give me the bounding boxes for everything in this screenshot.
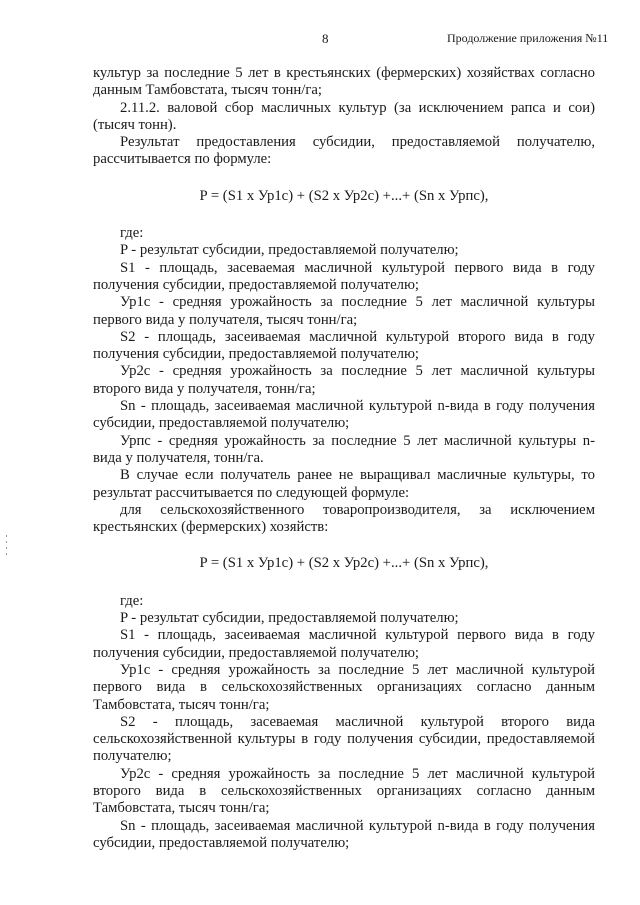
paragraph: S2 - площадь, засеиваемая масличной культурой второго вида в году получения субсидии, предоставляемой получателю; xyxy=(93,328,595,363)
paragraph: Результат предоставления субсидии, предоставляемой получателю, рассчитывается по формуле: xyxy=(93,134,595,168)
paragraph: Sn - площадь, засеиваемая масличной культурой n-вида в году получения субсидии, предоставляемой получателю; xyxy=(93,817,595,851)
paragraph: Ур1с - средняя урожайность за последние 5 лет масличной культурой первого вида в сельскохозяйственных организациях согласно данным Тамбовстата, тысяч тонн/га; xyxy=(93,661,595,713)
paragraph: Урпс - средняя урожайность за последние 5 лет масличной культуры n-вида у получателя, тонн/га. xyxy=(93,432,595,466)
paragraph: Sn - площадь, засеиваемая масличной культурой n-вида в году получения субсидии, предоставляемой получателю; xyxy=(93,398,595,432)
document-body xyxy=(93,65,595,852)
paragraph: P - результат субсидии, предоставляемой получателю; xyxy=(120,610,459,627)
paragraph: Ур1с - средняя урожайность за последние 5 лет масличной культуры первого вида у получателя, тысяч тонн/га; xyxy=(93,294,595,328)
paragraph: где: xyxy=(120,225,144,242)
formula: P = (S1 x Ур1с) + (S2 x Ур2с) +...+ (Sn x Урпс), xyxy=(199,187,489,204)
page-number: 8 xyxy=(322,31,329,46)
paragraph: Ур2с - средняя урожайность за последние 5 лет масличной культурой второго вида в сельскохозяйственных организациях согласно данным Тамбовстата, тысяч тонн/га; xyxy=(93,765,595,817)
paragraph: Ур2с - средняя урожайность за последние 5 лет масличной культуры второго вида у получателя, тонн/га; xyxy=(93,363,595,397)
appendix-continuation-note: Продолжение приложения №11 xyxy=(447,31,609,45)
paragraph: для сельскохозяйственного товаропроизводителя, за исключением крестьянских (фермерских) хозяйств: xyxy=(93,501,595,536)
paragraph: культур за последние 5 лет в крестьянских (фермерских) хозяйствах согласно данным Тамбовстата, тысяч тонн/га; xyxy=(93,65,595,99)
paragraph: где: xyxy=(120,592,144,609)
scan-artifact-marks xyxy=(6,535,8,565)
paragraph: S1 - площадь, засеваемая масличной культурой первого вида в году получения субсидии, предоставляемой получателю; xyxy=(93,259,595,293)
paragraph: P - результат субсидии, предоставляемой получателю; xyxy=(120,242,459,259)
paragraph: 2.11.2. валовой сбор масличных культур (за исключением рапса и сои) (тысяч тонн). xyxy=(93,99,595,133)
paragraph: S2 - площадь, засеваемая масличной культурой второго вида сельскохозяйственной культуры в году получения субсидии, предоставляемой получателю; xyxy=(93,713,595,765)
paragraph: В случае если получатель ранее не выращивал масличные культуры, то результат рассчитывается по следующей формуле: xyxy=(93,467,595,501)
paragraph: S1 - площадь, засеиваемая масличной культурой первого вида в году получения субсидии, предоставляемой получателю; xyxy=(93,627,595,661)
formula: P = (S1 x Ур1с) + (S2 x Ур2с) +...+ (Sn x Урпс), xyxy=(199,555,489,572)
